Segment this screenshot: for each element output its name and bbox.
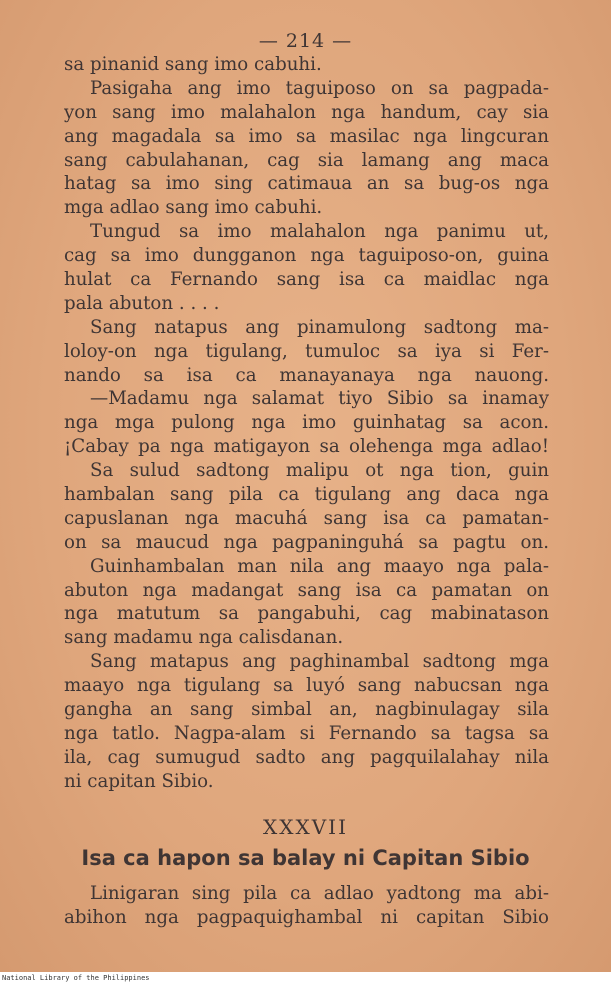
text-line: sang madamu nga calisdanan. bbox=[64, 627, 344, 649]
text-line: Linigaran sing pila ca adlao yadtong ma abi- bbox=[90, 883, 549, 904]
text-line: nga tatlo. Nagpa-alam si Fernando sa tagsa sa bbox=[64, 722, 549, 744]
text-line: hambalan sang pila ca tigulang ang daca nga bbox=[64, 484, 549, 506]
text-line: —Madamu nga salamat tiyo Sibio sa inamay bbox=[90, 388, 549, 410]
text-line: Sang natapus ang pinamulong sadtong ma- bbox=[90, 316, 549, 338]
text-line: on sa maucud nga pagpaninguhá sa pagtu on. bbox=[64, 531, 549, 553]
text-line: nga mga pulong nga imo guinhatag sa acon. bbox=[64, 412, 549, 434]
text-line: Tungud sa imo malahalon nga panimu ut, bbox=[90, 221, 549, 243]
text-line: sang cabulahanan, cag sia lamang ang maca bbox=[64, 149, 549, 171]
text-line: Sang matapus ang paghinambal sadtong mga bbox=[90, 651, 549, 673]
text-line: cag sa imo dungganon nga taguiposo-on, guina bbox=[64, 245, 549, 267]
text-line: mga adlao sang imo cabuhi. bbox=[64, 197, 323, 219]
page-number: — 214 — bbox=[258, 30, 353, 52]
text-line: hatag sa imo sing catimaua an sa bug-os nga bbox=[64, 173, 549, 195]
text-line: hulat ca Fernando sang isa ca maidlac nga bbox=[64, 269, 549, 291]
text-line: capuslanan nga macuhá sang isa ca pamatan- bbox=[64, 507, 549, 529]
text-line: pala abuton . . . . bbox=[64, 292, 220, 314]
text-line: gangha an sang simbal an, nagbinulagay sila bbox=[64, 699, 549, 721]
text-line: ang magadala sa imo sa masilac nga lingcuran bbox=[64, 125, 549, 147]
text-line: sa pinanid sang imo cabuhi. bbox=[64, 54, 322, 75]
text-line: yon sang imo malahalon nga handum, cay sia bbox=[64, 101, 549, 123]
scan-credit: National Library of the Philippines bbox=[2, 974, 150, 982]
text-line: ni capitan Sibio. bbox=[64, 770, 214, 792]
text-line: nando sa isa ca manayanaya nga nauong. bbox=[64, 364, 549, 386]
text-line: Pasigaha ang imo taguiposo on sa pagpada- bbox=[90, 77, 549, 99]
text-line: abuton nga madangat sang isa ca pamatan on bbox=[64, 579, 549, 601]
chapter-text bbox=[64, 882, 549, 930]
text-line: ila, cag sumugud sadto ang pagquilalahay nila bbox=[64, 746, 549, 768]
text-line: maayo nga tigulang sa luyó sang nabucsan nga bbox=[64, 675, 549, 697]
text-line: ¡Cabay pa nga matigayon sa olehenga mga adlao! bbox=[64, 436, 549, 458]
text-line: Sa sulud sadtong malipu ot nga tion, guin bbox=[90, 460, 549, 482]
text-line: Guinhambalan man nila ang maayo nga pala- bbox=[90, 555, 549, 577]
chapter-title: Isa ca hapon sa balay ni Capitan Sibio bbox=[81, 846, 530, 870]
chapter-number: XXXVII bbox=[263, 815, 348, 839]
text-line: loloy-on nga tigulang, tumuloc sa iya si Fer- bbox=[64, 340, 549, 362]
text-line: nga matutum sa pangabuhi, cag mabinatason bbox=[64, 603, 549, 625]
body-text bbox=[64, 53, 549, 794]
text-line: abihon nga pagpaquighambal ni capitan Sibio bbox=[64, 906, 549, 928]
